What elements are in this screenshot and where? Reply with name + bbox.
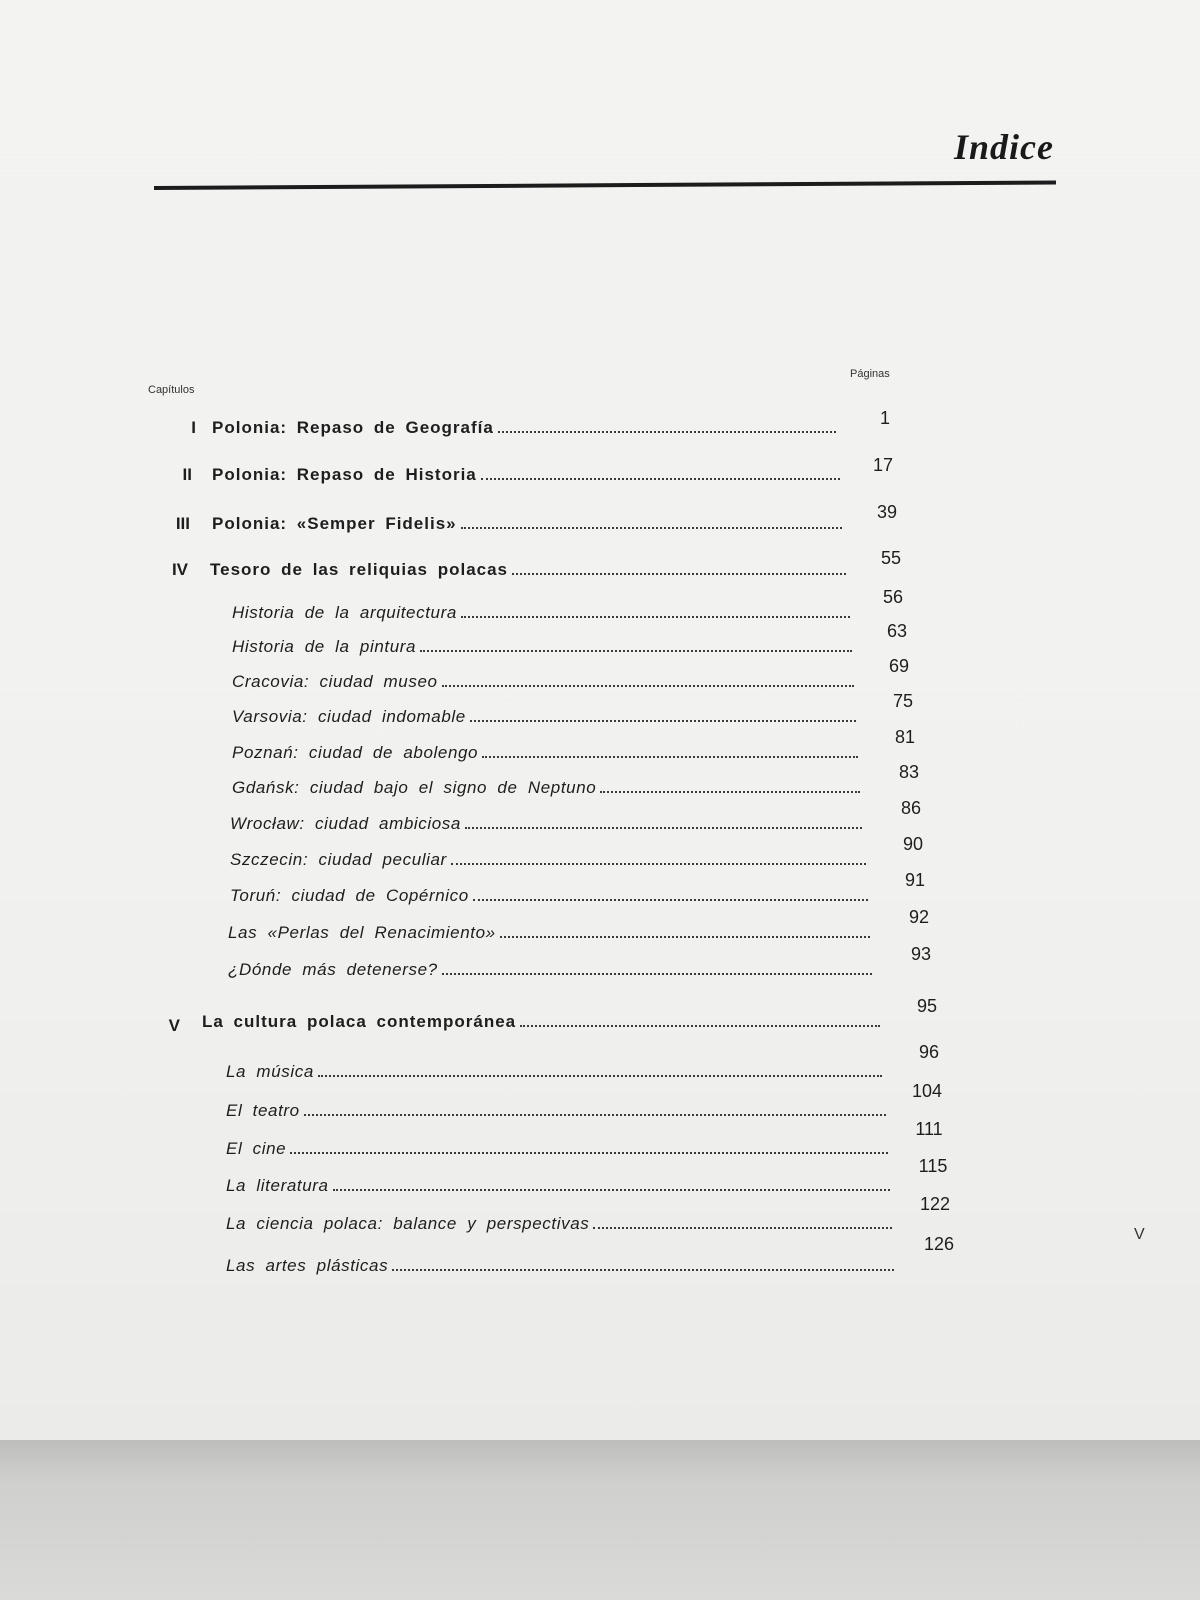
section-title: Wrocław: ciudad ambiciosa	[230, 814, 461, 833]
chapter-title: Polonia: Repaso de Geografía	[212, 418, 494, 437]
section-entry	[226, 1214, 892, 1234]
page-folio: V	[1134, 1226, 1145, 1243]
chapter-entry	[212, 514, 842, 534]
toc-chapter-row	[0, 455, 1200, 491]
page-number: 96	[918, 1042, 940, 1062]
page-number: 90	[902, 834, 924, 854]
toc-section-row	[0, 587, 1200, 631]
section-title: La literatura	[226, 1176, 329, 1195]
dot-leader	[318, 1075, 882, 1077]
page-title: Indice	[954, 127, 1054, 167]
dot-leader	[290, 1152, 888, 1154]
page-number: 111	[915, 1119, 943, 1139]
dot-leader	[442, 973, 872, 975]
section-title: La música	[226, 1062, 314, 1081]
page-number: 56	[882, 587, 904, 607]
chapter-title: Tesoro de las reliquias polacas	[210, 560, 509, 579]
toc-section-row	[0, 1042, 1200, 1090]
desk-surface	[0, 1440, 1200, 1600]
title-rule	[154, 180, 1056, 190]
section-entry	[232, 603, 850, 623]
toc-section-row	[0, 691, 1200, 735]
dot-leader	[600, 791, 860, 793]
toc-chapter-row	[0, 548, 1200, 588]
section-entry	[226, 1176, 890, 1196]
section-entry	[226, 1139, 888, 1159]
page-number: 55	[880, 548, 902, 568]
dot-leader	[451, 863, 866, 865]
dot-leader	[512, 573, 846, 575]
chapter-entry	[212, 465, 840, 485]
dot-leader	[470, 720, 856, 722]
page-number: 39	[876, 502, 898, 522]
toc-section-row	[0, 727, 1200, 771]
toc-section-row	[0, 870, 1200, 914]
toc-section-row	[0, 621, 1200, 665]
section-title: Las artes plásticas	[226, 1256, 389, 1275]
chapters-column-label: Capítulos	[148, 384, 195, 396]
section-entry	[230, 886, 868, 906]
section-title: Cracovia: ciudad museo	[232, 672, 438, 691]
dot-leader	[304, 1114, 886, 1116]
chapter-number: I	[191, 418, 196, 437]
chapter-number: V	[168, 1016, 180, 1035]
chapter-entry	[210, 560, 846, 580]
dot-leader	[442, 685, 854, 687]
dot-leader	[482, 756, 858, 758]
dot-leader	[465, 827, 862, 829]
page-number: 86	[900, 798, 922, 818]
pages-column-label: Páginas	[850, 368, 890, 380]
page-number: 93	[910, 944, 932, 964]
chapter-number: III	[175, 514, 190, 533]
page-number: 115	[918, 1156, 948, 1176]
page-number: 69	[888, 656, 910, 676]
chapter-entry	[202, 1012, 880, 1032]
toc-section-row	[0, 798, 1200, 842]
section-title: Las «Perlas del Renacimiento»	[228, 923, 496, 942]
dot-leader	[498, 431, 836, 433]
chapter-number: IV	[171, 560, 188, 579]
dot-leader	[520, 1025, 880, 1027]
section-entry	[228, 960, 872, 980]
dot-leader	[420, 650, 852, 652]
section-entry	[226, 1062, 882, 1082]
chapter-number: II	[182, 465, 192, 484]
section-title: Poznań: ciudad de abolengo	[232, 743, 479, 762]
toc-section-row	[0, 907, 1200, 951]
section-entry	[226, 1256, 894, 1276]
section-entry	[230, 850, 866, 870]
dot-leader	[500, 936, 870, 938]
page-number: 122	[919, 1194, 951, 1214]
page-number: 95	[916, 996, 938, 1016]
section-entry	[230, 814, 862, 834]
page-number: 1	[879, 408, 890, 428]
section-title: Szczecin: ciudad peculiar	[230, 850, 447, 869]
section-title: Toruń: ciudad de Copérnico	[230, 886, 469, 905]
toc-section-row	[0, 1081, 1200, 1129]
page-number: 91	[904, 870, 926, 890]
toc-section-row	[0, 944, 1200, 988]
section-title: Gdańsk: ciudad bajo el signo de Neptuno	[232, 778, 597, 797]
dot-leader	[481, 478, 840, 480]
dot-leader	[333, 1189, 890, 1191]
toc-chapter-row	[0, 996, 1200, 1044]
page-number: 17	[872, 455, 894, 475]
section-entry	[232, 778, 860, 798]
page-number: 75	[892, 691, 914, 711]
chapter-title: Polonia: Repaso de Historia	[212, 465, 477, 484]
section-title: El cine	[226, 1139, 287, 1158]
chapter-title: Polonia: «Semper Fidelis»	[212, 514, 457, 533]
toc-section-row	[0, 1234, 1200, 1284]
toc-chapter-row	[0, 408, 1200, 444]
page-number: 83	[898, 762, 920, 782]
dot-leader	[593, 1227, 892, 1229]
toc-section-row	[0, 1119, 1200, 1167]
page-number: 63	[886, 621, 908, 641]
toc-section-row	[0, 834, 1200, 878]
toc-chapter-row	[0, 502, 1200, 540]
section-entry	[232, 672, 854, 692]
section-entry	[228, 923, 870, 943]
toc-section-row	[0, 762, 1200, 806]
section-title: ¿Dónde más detenerse?	[228, 960, 438, 979]
section-entry	[232, 743, 858, 763]
toc-section-row	[0, 1194, 1200, 1242]
chapter-entry	[212, 418, 836, 438]
section-title: Varsovia: ciudad indomable	[232, 707, 466, 726]
page-number: 104	[911, 1081, 943, 1101]
page-number: 126	[923, 1234, 955, 1254]
chapter-title: La cultura polaca contemporánea	[202, 1012, 517, 1031]
section-title: El teatro	[226, 1101, 300, 1120]
section-title: Historia de la pintura	[232, 637, 417, 656]
toc-section-row	[0, 656, 1200, 700]
dot-leader	[461, 616, 850, 618]
page-number: 92	[908, 907, 930, 927]
toc-section-row	[0, 1156, 1200, 1204]
page-number: 81	[894, 727, 916, 747]
dot-leader	[461, 527, 842, 529]
section-entry	[232, 637, 852, 657]
section-entry	[232, 707, 856, 727]
section-entry	[226, 1101, 886, 1121]
dot-leader	[392, 1269, 894, 1271]
section-title: Historia de la arquitectura	[232, 603, 457, 622]
section-title: La ciencia polaca: balance y perspectivas	[226, 1214, 590, 1233]
dot-leader	[473, 899, 868, 901]
